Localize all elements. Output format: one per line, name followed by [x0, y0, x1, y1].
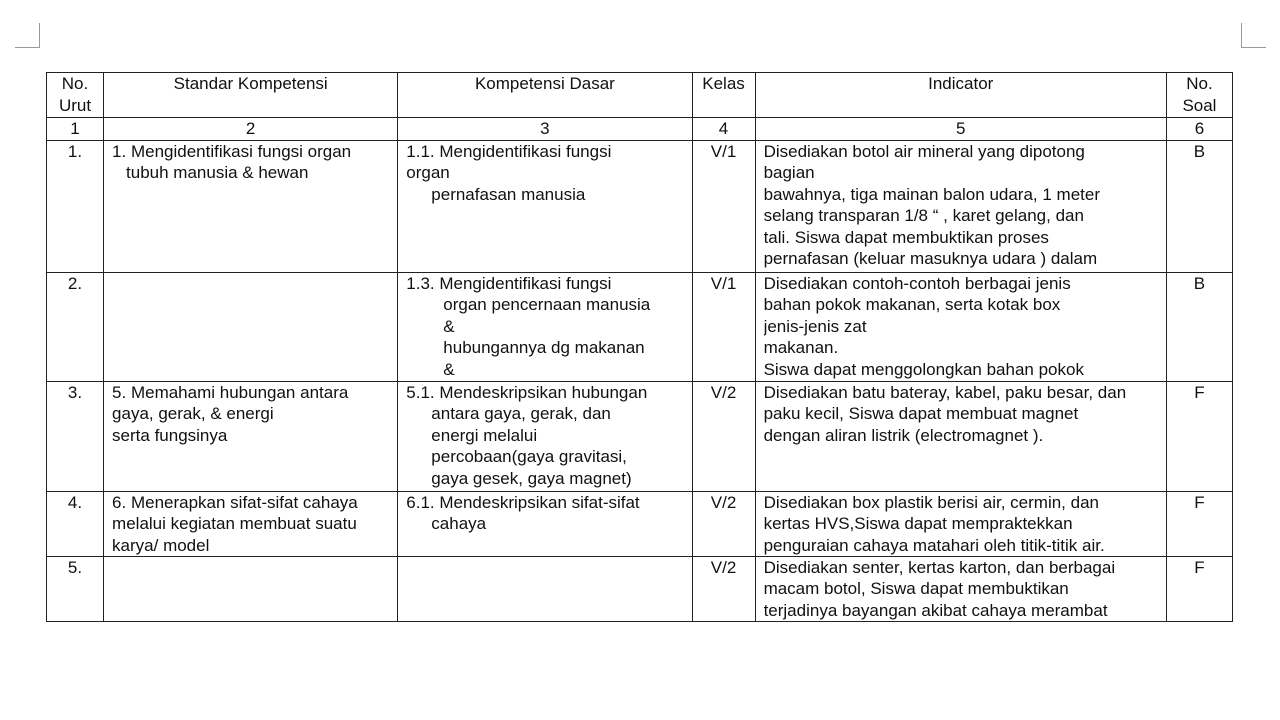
header-kompetensi-dasar: Kompetensi Dasar [398, 73, 692, 118]
kelas-cell: V/1 [692, 272, 755, 381]
column-number: 2 [104, 118, 398, 141]
indicator-cell: Disediakan senter, kertas karton, dan berbagai macam botol, Siswa dapat membuktikan terjadinya bayangan akibat cahaya merambat [755, 556, 1166, 621]
column-number: 4 [692, 118, 755, 141]
column-number: 1 [47, 118, 104, 141]
kompetensi-cell: 1.3. Mengidentifikasi fungsi organ pencernaan manusia & hubungannya dg makanan & [398, 272, 692, 381]
standar-cell [104, 556, 398, 621]
kelas-cell: V/1 [692, 140, 755, 272]
crop-mark-top-left [15, 23, 40, 48]
indicator-cell: Disediakan box plastik berisi air, cermin, dan kertas HVS,Siswa dapat mempraktekkan penguraian cahaya matahari oleh titik-titik air. [755, 491, 1166, 556]
crop-mark-top-right [1241, 23, 1266, 48]
competency-table [46, 72, 1233, 622]
header-row [47, 73, 1233, 118]
row-number-cell: 4. [47, 491, 104, 556]
standar-cell: 6. Menerapkan sifat-sifat cahaya melalui kegiatan membuat suatu karya/ model [104, 491, 398, 556]
header-no-urut: No. Urut [47, 73, 104, 118]
standar-cell: 1. Mengidentifikasi fungsi organ tubuh manusia & hewan [104, 140, 398, 272]
table-row [47, 556, 1233, 621]
soal-cell: F [1166, 491, 1232, 556]
standar-cell [104, 272, 398, 381]
kelas-cell: V/2 [692, 491, 755, 556]
table-row [47, 491, 1233, 556]
row-number-cell: 5. [47, 556, 104, 621]
table-row [47, 381, 1233, 491]
column-number-row [47, 118, 1233, 141]
header-standar-kompetensi: Standar Kompetensi [104, 73, 398, 118]
row-number-cell: 2. [47, 272, 104, 381]
column-number: 3 [398, 118, 692, 141]
table-row [47, 272, 1233, 381]
kompetensi-cell: 1.1. Mengidentifikasi fungsi organ pernafasan manusia [398, 140, 692, 272]
soal-cell: F [1166, 556, 1232, 621]
indicator-cell: Disediakan contoh-contoh berbagai jenis bahan pokok makanan, serta kotak box jenis-jenis zat makanan. Siswa dapat menggolongkan bahan pokok [755, 272, 1166, 381]
indicator-cell: Disediakan botol air mineral yang dipotong bagian bawahnya, tiga mainan balon udara, 1 meter selang transparan 1/8 “ , karet gelang, dan tali. Siswa dapat membuktikan proses pernafasan (keluar masuknya udara ) dalam [755, 140, 1166, 272]
kompetensi-cell [398, 556, 692, 621]
soal-cell: B [1166, 140, 1232, 272]
column-number: 6 [1166, 118, 1232, 141]
row-number-cell: 1. [47, 140, 104, 272]
column-number: 5 [755, 118, 1166, 141]
table-row [47, 140, 1233, 272]
header-indicator: Indicator [755, 73, 1166, 118]
kelas-cell: V/2 [692, 556, 755, 621]
kelas-cell: V/2 [692, 381, 755, 491]
soal-cell: B [1166, 272, 1232, 381]
standar-cell: 5. Memahami hubungan antara gaya, gerak, & energi serta fungsinya [104, 381, 398, 491]
soal-cell: F [1166, 381, 1232, 491]
header-no-soal: No. Soal [1166, 73, 1232, 118]
header-kelas: Kelas [692, 73, 755, 118]
indicator-cell: Disediakan batu bateray, kabel, paku besar, dan paku kecil, Siswa dapat membuat magnet dengan aliran listrik (electromagnet ). [755, 381, 1166, 491]
kompetensi-cell: 6.1. Mendeskripsikan sifat-sifat cahaya [398, 491, 692, 556]
kompetensi-cell: 5.1. Mendeskripsikan hubungan antara gaya, gerak, dan energi melalui percobaan(gaya gravitasi, gaya gesek, gaya magnet) [398, 381, 692, 491]
row-number-cell: 3. [47, 381, 104, 491]
